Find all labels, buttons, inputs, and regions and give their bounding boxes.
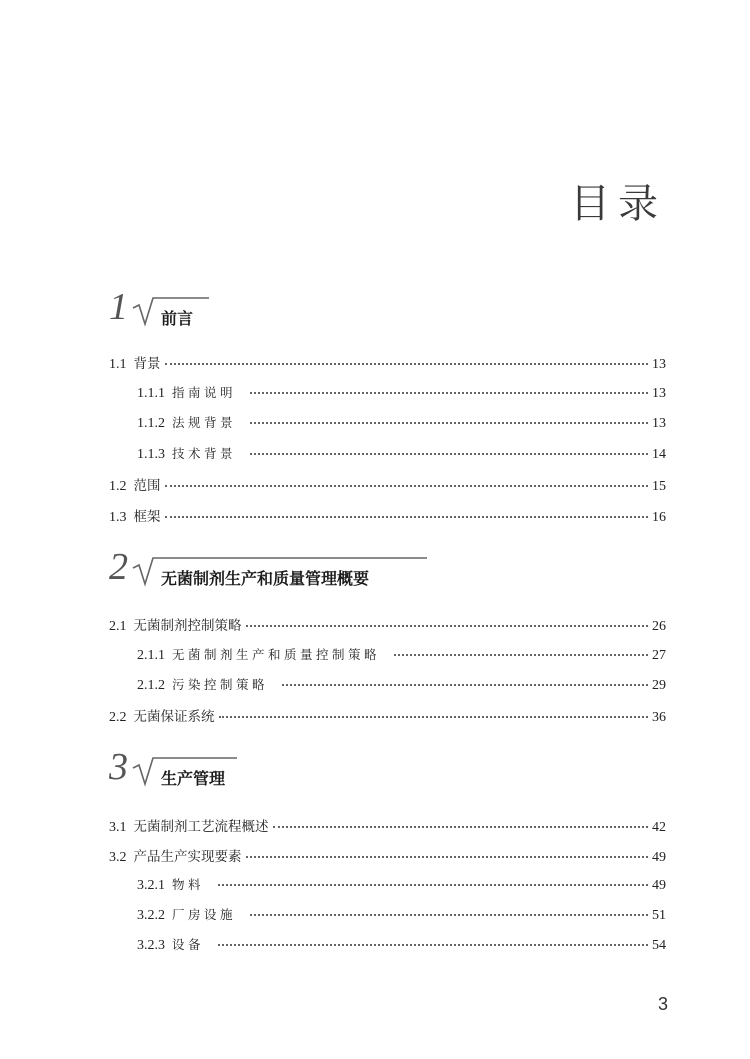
dot-leader (219, 715, 649, 718)
chapter-number: 3 (109, 746, 128, 788)
toc-entry[interactable] (137, 645, 666, 665)
entry-number: 2.2 (109, 710, 127, 725)
entry-number: 3.2.3 (137, 938, 165, 953)
entry-label: 无菌制剂生产和质量控制策略 (172, 647, 381, 662)
dot-leader (218, 883, 648, 886)
entry-label: 产品生产实现要素 (133, 849, 242, 865)
entry-label: 无菌制剂工艺流程概述 (133, 819, 269, 835)
entry-page: 29 (652, 678, 666, 693)
dot-leader (218, 943, 648, 946)
chapter-heading-2 (109, 548, 669, 598)
toc-entry[interactable] (137, 675, 666, 695)
toc-entry[interactable] (109, 614, 666, 634)
toc-entry[interactable] (137, 444, 666, 464)
dot-leader (246, 624, 649, 627)
dot-leader (165, 515, 649, 518)
entry-number: 1.1.1 (137, 386, 165, 401)
entry-label: 框架 (133, 509, 161, 525)
page-title: 目录 (570, 181, 666, 227)
toc-entry[interactable] (109, 845, 666, 865)
dot-leader (250, 913, 648, 916)
entry-page: 49 (652, 878, 666, 893)
entry-number: 2.1 (109, 619, 127, 634)
dot-leader (394, 653, 648, 656)
entry-number: 2.1.2 (137, 678, 165, 693)
entry-page: 49 (652, 850, 666, 865)
entry-label: 物料 (172, 877, 205, 892)
entry-number: 1.3 (109, 510, 127, 525)
entry-label: 设备 (172, 937, 205, 952)
entry-page: 15 (652, 479, 666, 494)
entry-number: 3.2 (109, 850, 127, 865)
entry-number: 3.2.1 (137, 878, 165, 893)
entry-page: 42 (652, 820, 666, 835)
entry-label: 污染控制策略 (172, 677, 269, 692)
entry-number: 2.1.1 (137, 648, 165, 663)
toc-entry[interactable] (137, 875, 666, 895)
toc-entry[interactable] (137, 383, 666, 403)
entry-label: 技术背景 (172, 446, 237, 461)
entry-number: 3.1 (109, 820, 127, 835)
entry-page: 14 (652, 447, 666, 462)
entry-page: 13 (652, 386, 666, 401)
entry-page: 16 (652, 510, 666, 525)
entry-label: 无菌制剂控制策略 (133, 618, 242, 634)
chapter-heading-3 (109, 748, 669, 798)
entry-number: 1.1.2 (137, 416, 165, 431)
toc-entry[interactable] (137, 935, 666, 955)
entry-label: 无菌保证系统 (133, 709, 215, 725)
chapter-number: 1 (109, 286, 128, 328)
entry-page: 27 (652, 648, 666, 663)
chapter-title: 无菌制剂生产和质量管理概要 (161, 569, 370, 588)
entry-page: 26 (652, 619, 666, 634)
chapter-heading-1 (109, 288, 669, 338)
dot-leader (250, 421, 648, 424)
toc-entry[interactable] (137, 413, 666, 433)
dot-leader (246, 855, 649, 858)
entry-number: 1.1.3 (137, 447, 165, 462)
dot-leader (165, 484, 649, 487)
entry-label: 厂房设施 (172, 907, 237, 922)
toc-entry[interactable] (109, 474, 666, 494)
chapter-title: 前言 (161, 309, 194, 328)
dot-leader (273, 825, 649, 828)
toc-entry[interactable] (109, 705, 666, 725)
chapter-title: 生产管理 (161, 769, 226, 788)
entry-page: 13 (652, 357, 666, 372)
entry-page: 36 (652, 710, 666, 725)
dot-leader (282, 683, 648, 686)
chapter-number: 2 (109, 546, 128, 588)
toc-entry[interactable] (109, 505, 666, 525)
entry-number: 1.2 (109, 479, 127, 494)
entry-number: 3.2.2 (137, 908, 165, 923)
dot-leader (250, 391, 648, 394)
entry-label: 法规背景 (172, 415, 237, 430)
entry-page: 54 (652, 938, 666, 953)
toc-entry[interactable] (137, 905, 666, 925)
entry-label: 指南说明 (172, 385, 237, 400)
page-number: 3 (657, 994, 668, 1014)
entry-label: 背景 (133, 356, 161, 372)
dot-leader (165, 362, 649, 365)
entry-page: 51 (652, 908, 666, 923)
entry-label: 范围 (133, 478, 161, 494)
entry-number: 1.1 (109, 357, 127, 372)
dot-leader (250, 452, 648, 455)
toc-entry[interactable] (109, 352, 666, 372)
toc-entry[interactable] (109, 815, 666, 835)
entry-page: 13 (652, 416, 666, 431)
